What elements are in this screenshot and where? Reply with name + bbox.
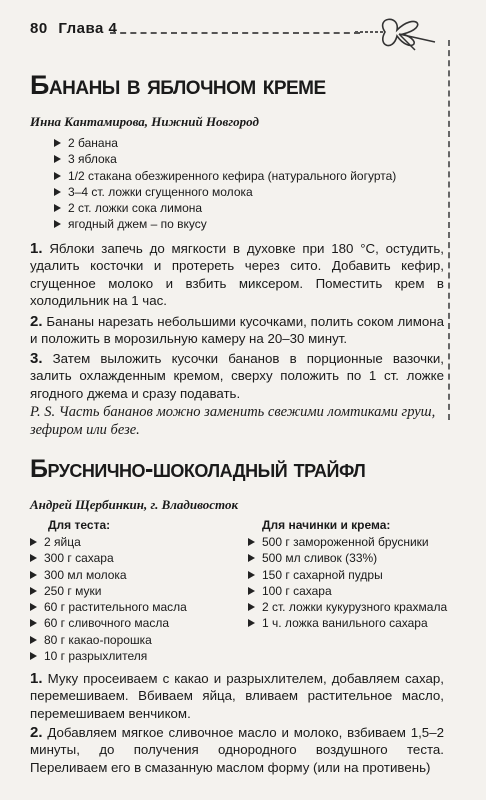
page-header <box>30 20 117 37</box>
recipe2-step-1 <box>30 670 444 722</box>
recipe1-postscript: P. S. Часть бананов можно заменить свежими ломтиками груш, зефиром или безе. <box>30 404 436 438</box>
ingredient-item: 2 ст. ложки сока лимона <box>52 200 396 216</box>
ingredient-item: 60 г сливочного масла <box>28 615 187 631</box>
step-number: 2. <box>30 724 43 741</box>
ingredient-item: 2 яйца <box>28 534 187 550</box>
ingredient-item: 500 г замороженной брусники <box>246 534 462 550</box>
filling-ingredients <box>246 534 462 632</box>
page-number: 80 <box>30 20 48 37</box>
recipe1-ingredients <box>52 135 396 233</box>
recipe2-title: Бруснично-шоколадный трайфл <box>30 455 366 483</box>
ingredient-item: 3–4 ст. ложки сгущенного молока <box>52 184 396 200</box>
recipe2-author: Андрей Щербинкин, г. Владивосток <box>30 497 239 512</box>
dough-header: Для теста: <box>48 518 111 532</box>
step-text: Добавляем мягкое сливочное масло и молоко, взбиваем 1,5–2 минуты, до получения однородного воздушного теста. Переливаем его в смазанную маслом форму (или на противень) <box>30 725 444 775</box>
ingredient-item: ягодный джем – по вкусу <box>52 216 396 232</box>
step-number: 1. <box>30 670 43 687</box>
recipe1-step-3 <box>30 350 444 402</box>
filling-header: Для начинки и крема: <box>262 518 391 532</box>
ingredient-item: 1 ч. ложка ванильного сахара <box>246 615 462 631</box>
ingredient-item: 60 г растительного масла <box>28 599 187 615</box>
ingredient-item: 10 г разрыхлителя <box>28 648 187 664</box>
ingredient-item: 2 банана <box>52 135 396 151</box>
recipe1-step-1 <box>30 240 444 309</box>
ingredient-item: 3 яблока <box>52 151 396 167</box>
recipe1-author: Инна Кантамирова, Нижний Новгород <box>30 114 259 129</box>
ingredient-item: 300 мл молока <box>28 567 187 583</box>
ingredient-item: 150 г сахарной пудры <box>246 567 462 583</box>
step-text: Яблоки запечь до мягкости в духовке при 180 °С, остудить, удалить косточки и протереть через сито. Добавить кефир, сгущенное молоко и взбить миксером. Поместить крем в холодильник на 1 час. <box>30 241 444 308</box>
step-text: Муку просеиваем с какао и разрыхлителем, добавляем сахар, перемешиваем. Вбиваем яйца, вливаем растительное масло, перемешиваем венчиком. <box>30 671 445 721</box>
dough-ingredients <box>28 534 187 664</box>
step-text: Бананы нарезать небольшими кусочками, полить соком лимона и положить в морозильную камеру на 20–30 минут. <box>30 314 444 347</box>
ingredient-item: 80 г какао-порошка <box>28 632 187 648</box>
ingredient-item: 300 г сахара <box>28 550 187 566</box>
ingredient-item: 250 г муки <box>28 583 187 599</box>
step-number: 2. <box>30 313 43 330</box>
recipe1-step-2 <box>30 313 444 348</box>
ingredient-item: 1/2 стакана обезжиренного кефира (натурального йогурта) <box>52 168 396 184</box>
twine-bow-icon <box>355 12 445 52</box>
margin-dashed-line <box>448 40 450 420</box>
step-text: Затем выложить кусочки бананов в порционные вазочки, залить охлажденным кремом, сверху положить по 1 ст. ложке ягодного джема и сразу подавать. <box>30 351 444 401</box>
ingredient-item: 2 ст. ложки кукурузного крахмала <box>246 599 462 615</box>
recipe1-title: Бананы в яблочном креме <box>30 70 326 100</box>
header-dashed-rule <box>110 32 360 34</box>
chapter-label: Глава 4 <box>58 20 118 37</box>
step-number: 3. <box>30 350 43 367</box>
step-number: 1. <box>30 240 43 257</box>
ingredient-item: 100 г сахара <box>246 583 462 599</box>
ingredient-item: 500 мл сливок (33%) <box>246 550 462 566</box>
recipe2-step-2 <box>30 724 444 776</box>
